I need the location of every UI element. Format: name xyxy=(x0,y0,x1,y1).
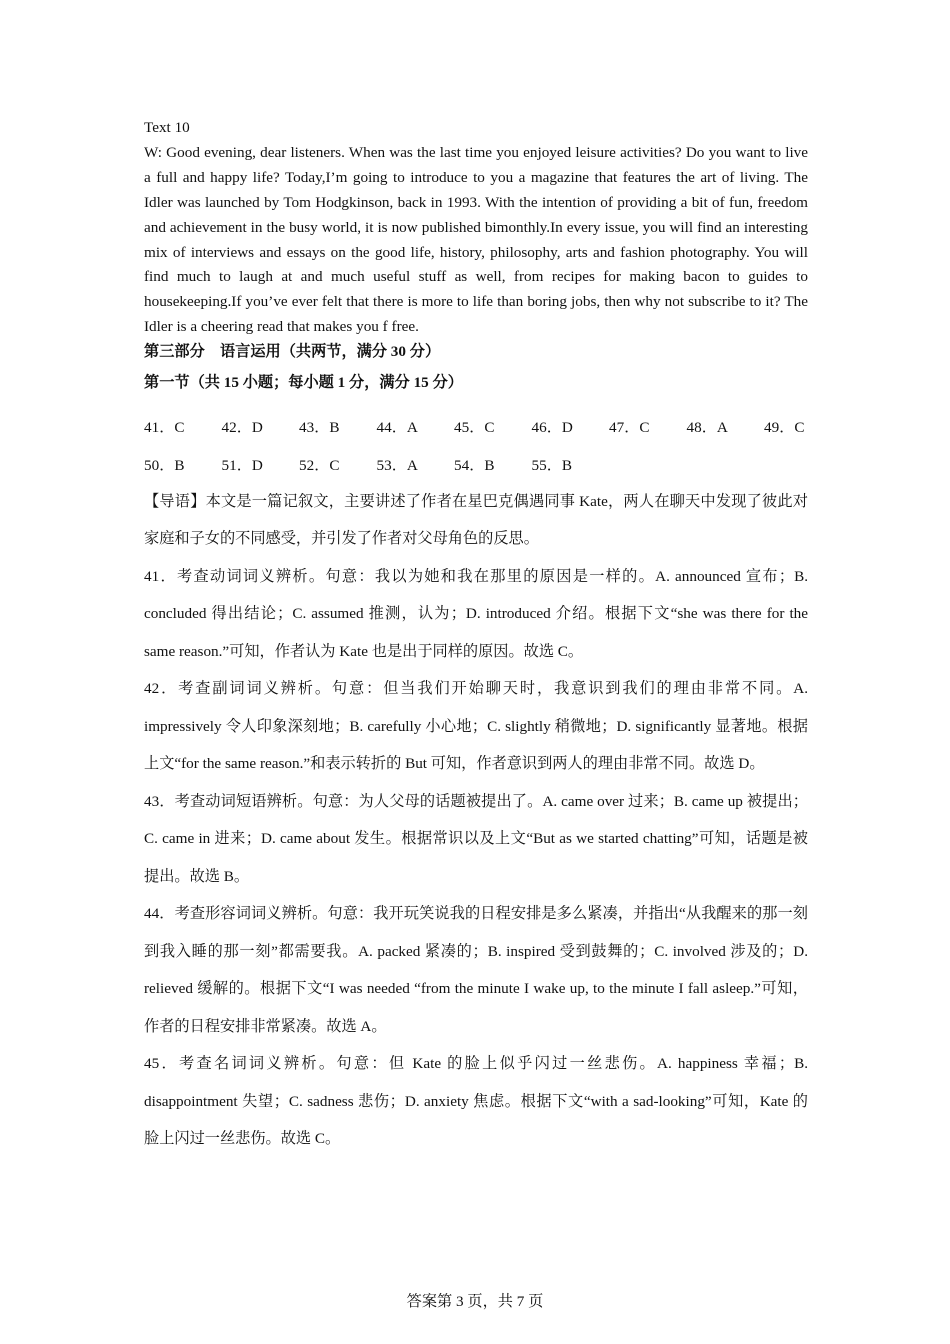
page-footer: 答案第 3 页，共 7 页 xyxy=(406,1293,544,1310)
answer-item: 41．C xyxy=(144,419,185,437)
explanation-44: 44．考查形容词词义辨析。句意：我开玩笑说我的日程安排是多么紧凑，并指出“从我醒来的那一刻到我入睡的那一刻”都需要我。A. packed 紧凑的；B. inspired 受到鼓舞的；C. involved 涉及的；D. relieved 缓解的。根据下文“I was needed “from the minute I wake up, to the minute I fall asleep.”可知，作者的日程安排非常紧凑。故选 A。 xyxy=(144,905,808,1035)
answer-item: 51．D xyxy=(221,456,263,474)
answer-item: 54．B xyxy=(454,456,495,474)
text10-body: W: Good evening, dear listeners. When was the last time you enjoyed leisure activities? Do you want to live a full and happy life? Today,I’m going to introduce to you a magazine that features the art of living. The Idler was launched by Tom Hodgkinson, back in 1993. With the intention of providing a bit of fun, freedom and achievement in the busy world, it is now published bimonthly.In every issue, you will find an interesting mix of interviews and essays on the good life, history, philosophy, arts and fashion photography. You will find much to laugh at and much useful stuff as well, from recipes for making bacon to guides to housekeeping.If you’ve ever felt that there is more to life than boring jobs, then why not subscribe to it? The Idler is a cheering read that makes you f free. xyxy=(144,143,808,336)
answer-item: 45．C xyxy=(454,419,495,437)
answer-item: 48．A xyxy=(686,419,728,437)
explanation-43: 43．考查动词短语辨析。句意：为人父母的话题被提出了。A. came over 过来；B. came up 被提出；C. came in 进来；D. came about 发生。根据常识以及上文“But as we started chatting”可知，话题是被提出。故选 B。 xyxy=(144,792,808,885)
answer-key xyxy=(144,408,808,483)
intro-paragraph: 【导语】本文是一篇记叙文，主要讲述了作者在星巴克偶遇同事 Kate，两人在聊天中发现了彼此对家庭和子女的不同感受，并引发了作者对父母角色的反思。 xyxy=(144,492,808,548)
answer-item: 47．C xyxy=(609,419,650,437)
answer-item: 42．D xyxy=(221,419,263,437)
answer-item: 50．B xyxy=(144,456,185,474)
answer-row-2 xyxy=(144,445,808,483)
answer-item: 52．C xyxy=(299,456,340,474)
document-body xyxy=(144,116,808,1158)
text10-passage xyxy=(144,116,808,340)
answer-item: 43．B xyxy=(299,419,340,437)
answer-item: 55．B xyxy=(531,456,573,474)
answer-item: 46．D xyxy=(531,419,573,437)
answer-row-1 xyxy=(144,408,808,446)
explanation-45: 45．考查名词词义辨析。句意：但 Kate 的脸上似乎闪过一丝悲伤。A. happiness 幸福；B. disappointment 失望；C. sadness 悲伤；D. anxiety 焦虑。根据下文“with a sad-looking”可知，Kate 的脸上闪过一丝悲伤。故选 C。 xyxy=(144,1055,808,1148)
text10-title: Text 10 xyxy=(144,119,190,136)
answer-item: 53．A xyxy=(376,456,418,474)
answer-item: 44．A xyxy=(376,419,418,437)
explanation-41: 41．考查动词词义辨析。句意：我以为她和我在那里的原因是一样的。A. announced 宣布；B. concluded 得出结论；C. assumed 推测，认为；D. introduced 介绍。根据下文“she was there for the same reason.”可知，作者认为 Kate 也是出于同样的原因。故选 C。 xyxy=(144,567,808,660)
explanation-42: 42．考查副词词义辨析。句意：但当我们开始聊天时，我意识到我们的理由非常不同。A. impressively 令人印象深刻地；B. carefully 小心地；C. slightly 稍微地；D. significantly 显著地。根据上文“for the same reason.”和表示转折的 But 可知，作者意识到两人的理由非常不同。故选 D。 xyxy=(144,680,808,773)
section1-heading: 第一节（共 15 小题；每小题 1 分，满分 15 分） xyxy=(144,374,463,392)
answer-item: 49．C xyxy=(764,419,805,437)
part3-heading: 第三部分 语言运用（共两节，满分 30 分） xyxy=(144,343,441,361)
